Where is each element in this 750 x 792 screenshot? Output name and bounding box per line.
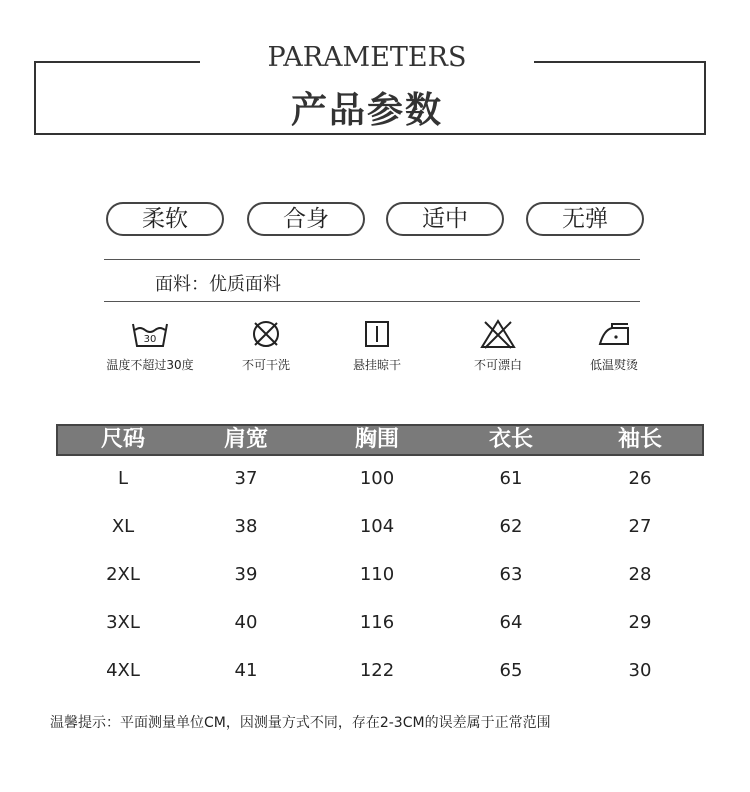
- page-title-zh: 产品参数: [290, 90, 443, 131]
- care-label-wash: 温度不超过30度: [106, 358, 194, 372]
- table-cell: 63: [499, 564, 523, 585]
- no-bleach-icon: [479, 318, 517, 350]
- divider-bottom: [104, 301, 640, 302]
- table-cell: 100: [359, 468, 395, 489]
- care-label-hang-dry: 悬挂晾干: [352, 358, 401, 372]
- header-frame-top-left: [34, 61, 200, 63]
- table-header-chest: 胸围: [354, 427, 399, 452]
- low-iron-icon: [594, 318, 634, 350]
- table-cell: 29: [628, 612, 652, 633]
- measurement-note: 温馨提示：平面测量单位CM，因测量方式不同，存在2-3CM的误差属于正常范围: [50, 715, 551, 731]
- table-cell: 64: [499, 612, 523, 633]
- care-item-iron: [554, 318, 674, 373]
- table-header-shoulder: 肩宽: [223, 427, 268, 452]
- header-frame-top-right: [534, 61, 706, 63]
- table-cell: 3XL: [106, 612, 140, 633]
- table-header-size: 尺码: [100, 427, 145, 452]
- wash-30-icon: [130, 318, 170, 350]
- table-cell: 62: [499, 516, 523, 537]
- table-cell: 104: [359, 516, 395, 537]
- table-cell: 37: [234, 468, 258, 489]
- table-cell: XL: [111, 516, 135, 537]
- table-cell: 27: [628, 516, 652, 537]
- feature-pill-soft: 柔软: [106, 202, 224, 236]
- hang-dry-icon: [362, 318, 392, 350]
- svg-text:30: 30: [143, 334, 157, 345]
- care-item-wash: [90, 318, 210, 373]
- care-label-bleach: 不可漂白: [473, 358, 522, 372]
- table-cell: 61: [499, 468, 523, 489]
- table-cell: 26: [628, 468, 652, 489]
- table-header-length: 衣长: [488, 427, 533, 452]
- table-header-sleeve: 袖长: [617, 427, 662, 452]
- feature-pill-stretch: 无弹: [526, 202, 644, 236]
- divider-top: [104, 259, 640, 260]
- table-cell: 30: [628, 660, 652, 681]
- table-cell: 2XL: [106, 564, 140, 585]
- table-cell: 122: [359, 660, 395, 681]
- table-cell: 41: [234, 660, 258, 681]
- care-item-bleach: [438, 318, 558, 373]
- table-cell: 4XL: [106, 660, 140, 681]
- care-item-dry-clean: [206, 318, 326, 373]
- care-label-iron: 低温熨烫: [589, 358, 638, 372]
- table-cell: 39: [234, 564, 258, 585]
- fabric-text: 面料：优质面料: [155, 274, 281, 295]
- table-cell: 116: [359, 612, 395, 633]
- feature-pill-fit: 合身: [247, 202, 365, 236]
- page-title-en: PARAMETERS: [267, 42, 467, 73]
- table-cell: 110: [359, 564, 395, 585]
- table-cell: 38: [234, 516, 258, 537]
- care-label-dry-clean: 不可干洗: [241, 358, 290, 372]
- table-cell: 40: [234, 612, 258, 633]
- feature-pill-thickness: 适中: [386, 202, 504, 236]
- table-cell: 65: [499, 660, 523, 681]
- table-cell: L: [117, 468, 129, 489]
- care-item-hang-dry: [317, 318, 437, 373]
- no-dry-clean-icon: [249, 318, 283, 350]
- table-cell: 28: [628, 564, 652, 585]
